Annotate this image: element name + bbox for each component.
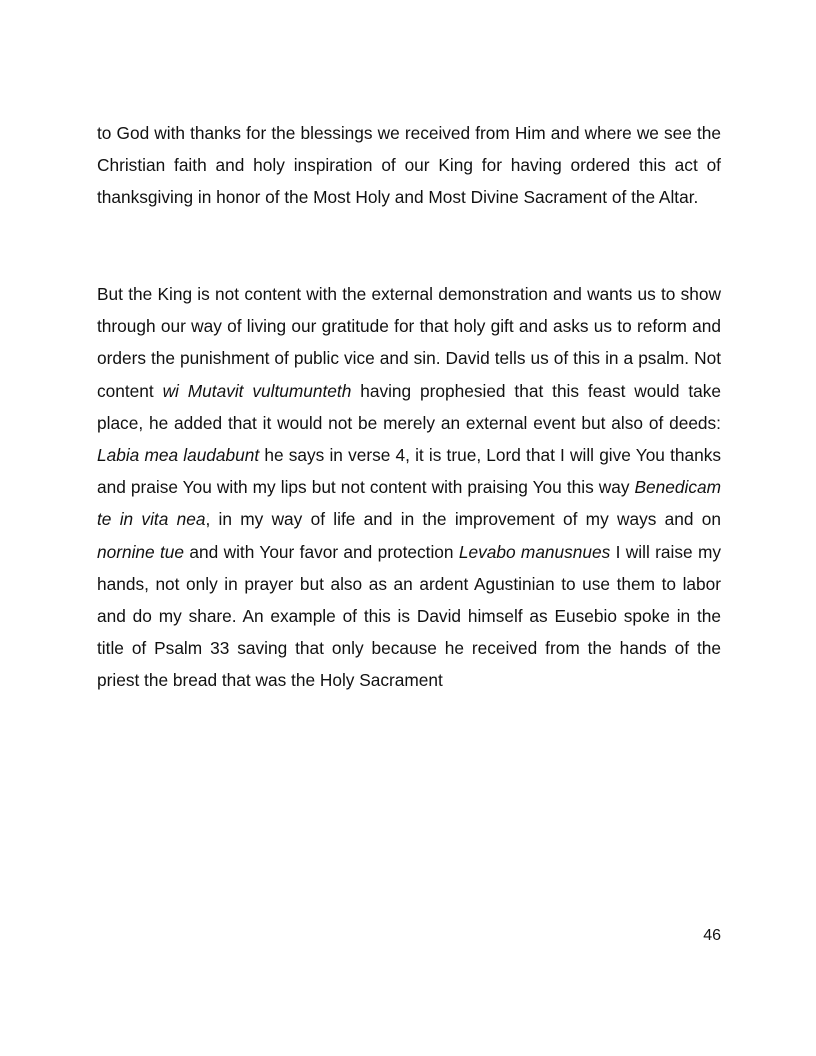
paragraph-2-text: But the King is not content with the external demonstration and wants us to show through our way of living our gratitude for that holy gift and asks us to reform and orders the punishment of public vice and sin. David tells us of this in a psalm. Not content — [97, 284, 721, 401]
latin-phrase-mutavit: wi Mutavit vultumunteth — [162, 380, 352, 401]
paragraph-2-text: he says in verse 4, it is true, Lord that I will give You thanks and praise You with my lips but not content with praising You this way — [97, 445, 722, 498]
latin-phrase-labia: Labia mea laudabunt — [97, 445, 260, 466]
paragraph-2 — [97, 278, 721, 697]
paragraph-2-text: I will raise my hands, not only in prayer but also as an ardent Agustinian to use them to labor and do my share. An example of this is David himself as Eusebio spoke in the title of Psalm 33 saving that only because he received from the hands of the priest the bread that was the Holy Sacrament — [97, 541, 722, 691]
latin-phrase-levabo: Levabo manusnues — [458, 541, 611, 562]
paragraph-2-text: and with Your favor and protection — [184, 541, 459, 562]
paragraph-1-text: to God with thanks for the blessings we received from Him and where we see the Christian faith and holy inspiration of our King for having ordered this act of thanksgiving in honor of the Most Holy and Most Divine Sacrament of the Altar. — [97, 123, 721, 208]
paragraph-2-text: having prophesied that this feast would take place, he added that it would not be merely an external event but also of deeds: — [97, 380, 721, 433]
paragraph-1 — [97, 117, 721, 214]
latin-phrase-benedicam: Benedicam te in vita nea — [97, 477, 721, 530]
page-number: 46 — [703, 927, 721, 944]
paragraph-2-text: , in my way of life and in the improvement of my ways and on — [205, 509, 721, 530]
latin-phrase-nornine: nornine tue — [97, 541, 185, 562]
